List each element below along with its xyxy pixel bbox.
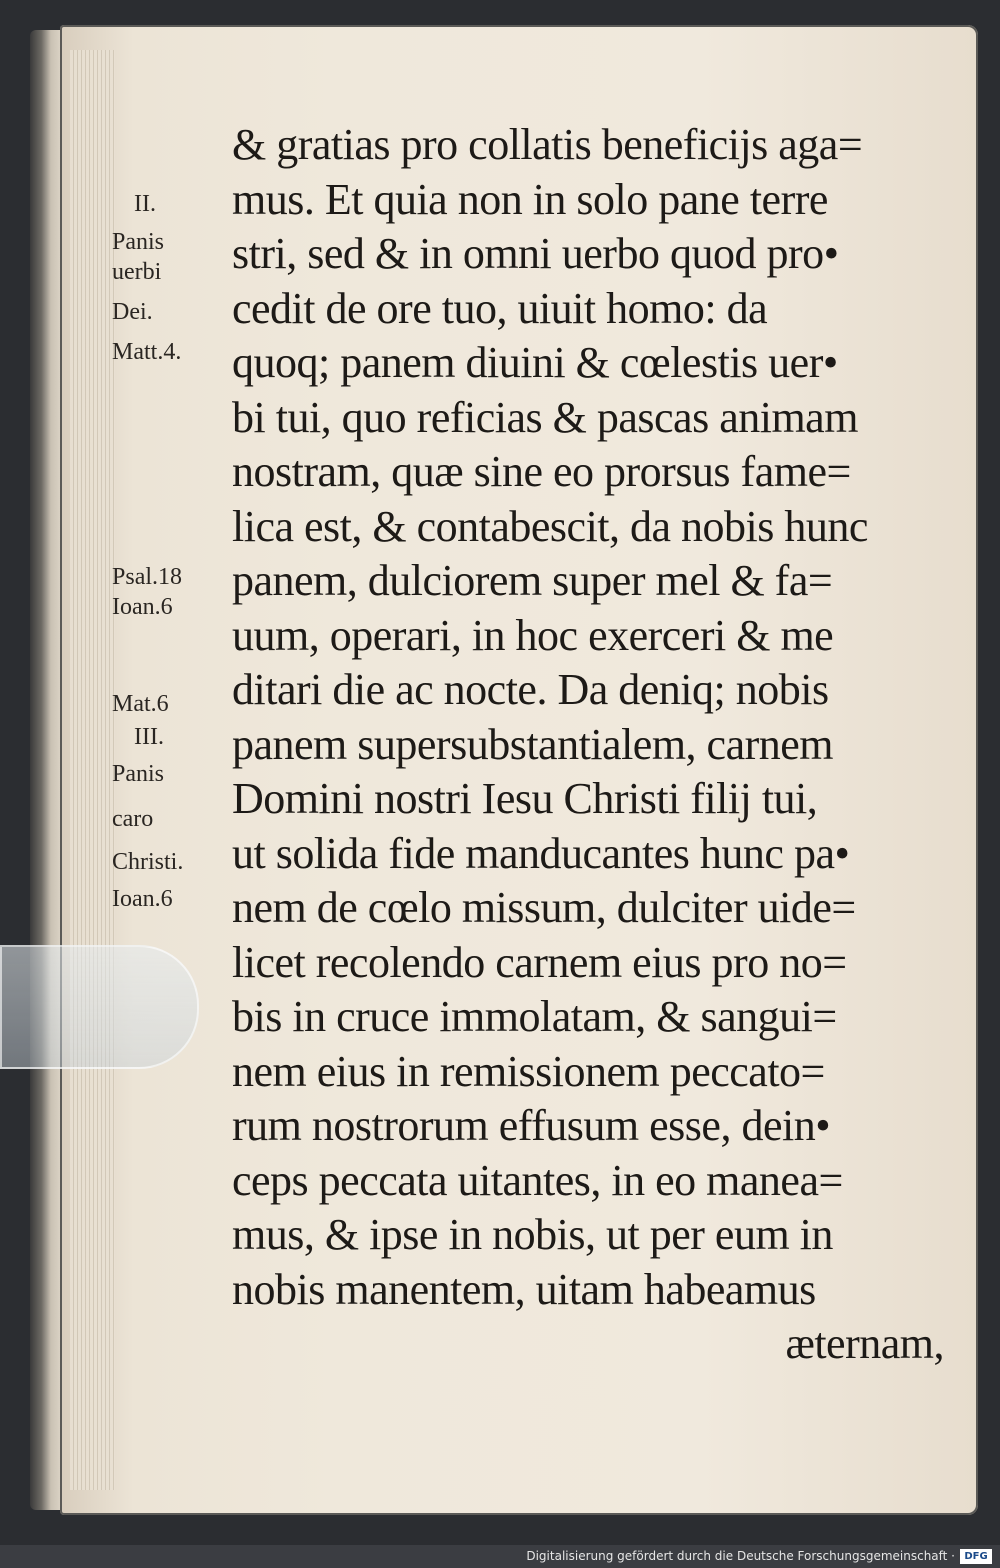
text-line: mus, & ipse in nobis, ut per eum in [232,1210,833,1259]
text-line: rum nostrorum effusum esse, dein• [232,1101,831,1150]
text-line: cedit de ore tuo, uiuit homo: da [232,283,768,333]
text-line: Domini nostri Iesu Christi filij tui, [232,774,818,823]
text-line: panem supersubstantialem, carnem [232,719,834,769]
margin-note: Christi. [112,849,184,875]
text-line: ut solida fide manducantes hunc pa• [232,828,850,878]
text-line: ditari die ac nocte. Da deniq; nobis [232,665,829,714]
text-line: & gratias pro collatis beneficijs aga= [232,120,863,169]
text-line: nem de cœlo missum, dulciter uide= [232,883,856,932]
footer-credit: Digitalisierung gefördert durch die Deutsche Forschungsgemeinschaft · [526,1549,955,1563]
margin-note: Panis [112,229,165,255]
dfg-logo: DFG [960,1549,992,1564]
main-text-block [232,118,944,1372]
margin-note: Matt.4. [112,339,182,365]
text-line: lica est, & contabescit, da nobis hunc [232,501,868,551]
text-line: uum, operari, in hoc exerceri & me [232,610,834,660]
margin-note: Mat.6 [112,691,169,717]
transparent-page-clip [0,945,199,1069]
margin-note: caro [112,806,154,832]
text-line: nostram, quæ sine eo prorsus fame= [232,447,851,496]
margin-note: Ioan.6 [112,594,173,620]
margin-note: II. [134,191,156,217]
text-line: bis in cruce immolatam, & sangui= [232,992,837,1041]
margin-note: Dei. [112,299,153,325]
margin-note: Panis [112,761,165,787]
margin-note: Psal.18 [112,564,183,590]
text-line: nem eius in remissionem peccato= [232,1046,825,1096]
text-line: licet recolendo carnem eius pro no= [232,937,847,987]
footer-bar [0,1545,1000,1568]
text-line: mus. Et quia non in solo pane terre [232,174,828,224]
text-line: nobis manentem, uitam habeamus [232,1264,816,1314]
page-stack-edge [70,50,115,1490]
text-line: ceps peccata uitantes, in eo manea= [232,1155,843,1205]
catchword: æternam, [785,1319,944,1368]
margin-note: Ioan.6 [112,886,173,912]
text-line: stri, sed & in omni uerbo quod pro• [232,229,839,278]
text-line: panem, dulciorem super mel & fa= [232,556,833,605]
margin-note: uerbi [112,259,162,285]
text-line: bi tui, quo reficias & pascas animam [232,392,858,442]
margin-note: III. [134,724,164,750]
text-line: quoq; panem diuini & cœlestis uer• [232,338,838,387]
